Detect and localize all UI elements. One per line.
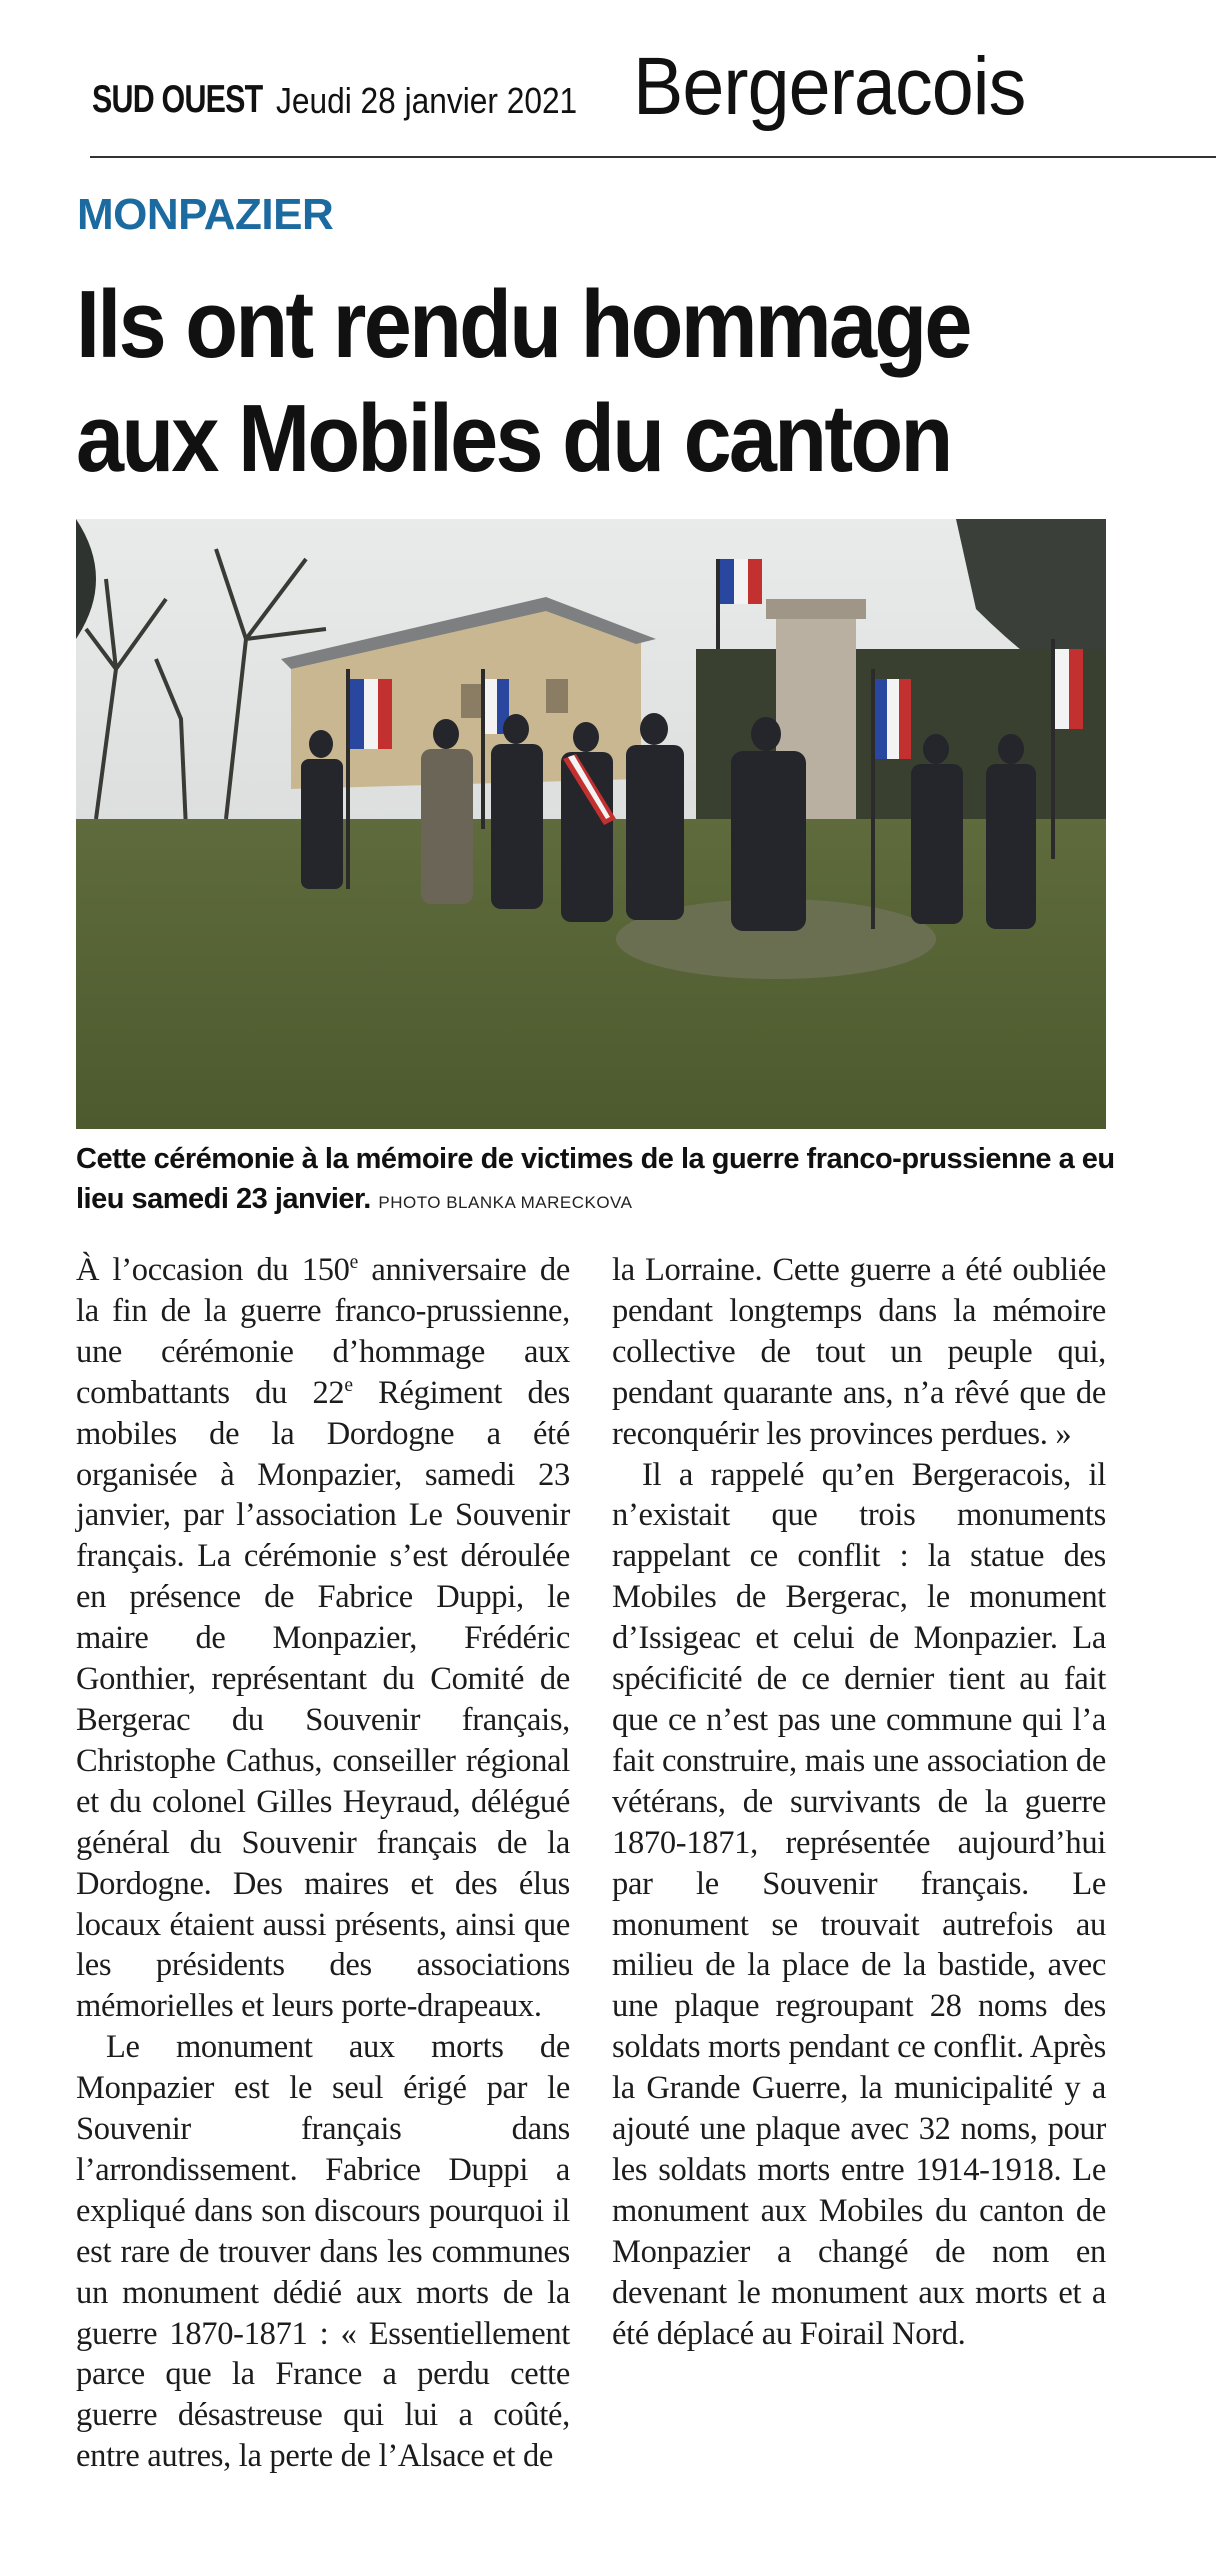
issue-date: Jeudi 28 janvier 2021 bbox=[276, 80, 578, 121]
body-paragraph-1: À l’occasion du 150e anniversaire de la fin de la guerre franco-prussienne, une cérémonie d’hommage aux combattants du 22e Régiment des mobiles de la Dordogne a été organisée à Monpazier, samedi 23 janvier, par l’association Le Souvenir français. La cérémonie s’est déroulée en présence de Fabrice Duppi, le maire de Monpazier, Frédéric Gonthier, représentant du Comité de Bergerac du Souvenir français, Christophe Cathus, conseiller régional et du colonel Gilles Heyraud, délégué général du Souvenir français de la Dordogne. Des maires et des élus locaux étaient aussi présents, ainsi que les présidents des associations mémorielles et leurs porte-drapeaux. bbox=[76, 1252, 570, 2025]
article-body-column-right bbox=[612, 1250, 1106, 2354]
caption-text: Cette cérémonie à la mémoire de victimes de la guerre franco-prussienne a eu lieu samedi 23 janvier. bbox=[76, 1143, 1115, 1215]
headline-line-2: aux Mobiles du canton bbox=[76, 385, 951, 492]
headline-line-1: Ils ont rendu hommage bbox=[76, 271, 970, 378]
photo-caption bbox=[76, 1139, 1116, 1223]
masthead-divider bbox=[90, 156, 1216, 158]
article-photo bbox=[76, 519, 1106, 1129]
newspaper-brand: SUD OUEST bbox=[92, 78, 263, 121]
body-paragraph-2: Le monument aux morts de Monpazier est le seul érigé par le Souvenir français dans l’arrondissement. Fabrice Duppi a expliqué dans son discours pourquoi il est rare de trouver dans les communes un monument dédié aux morts de la guerre 1870-1871 : « Essentiellement parce que la France a perdu cette guerre désastreuse qui lui a coûté, entre autres, la perte de l’Alsace et de bbox=[76, 2029, 570, 2475]
body-paragraph-3: Il a rappelé qu’en Bergeracois, il n’existait que trois monuments rappelant ce conflit : la statue des Mobiles de Bergerac, le monument d’Issigeac et celui de Monpazier. La spécificité de ce dernier tient au fait que ce n’est pas une commune qui l’a fait construire, mais une association de vétérans, de survivants de la guerre 1870-1871, représentée aujourd’hui par le Souvenir français. Le monument se trouvait autrefois au milieu de la place de la bastide, avec une plaque regroupant 28 noms des soldats morts pendant ce conflit. Après la Grande Guerre, la municipalité y a ajouté une plaque avec 32 noms, pour les soldats morts entre 1914-1918. Le monument aux Mobiles du canton de Monpazier a changé de nom en devenant le monument aux morts et a été déplacé au Foirail Nord. bbox=[612, 1456, 1106, 2352]
photo-credit: PHOTO BLANKA MARECKOVA bbox=[378, 1193, 633, 1212]
section-title: Bergeracois bbox=[633, 41, 1026, 132]
article-body-column-left bbox=[76, 1250, 570, 2477]
body-paragraph-2-continued: la Lorraine. Cette guerre a été oubliée pendant longtemps dans la mémoire collective de tout un peuple qui, pendant quarante ans, n’a rêvé que de reconquérir les provinces perdues. » bbox=[612, 1252, 1106, 1452]
article-kicker: MONPAZIER bbox=[77, 190, 334, 239]
article-headline bbox=[76, 268, 1066, 496]
